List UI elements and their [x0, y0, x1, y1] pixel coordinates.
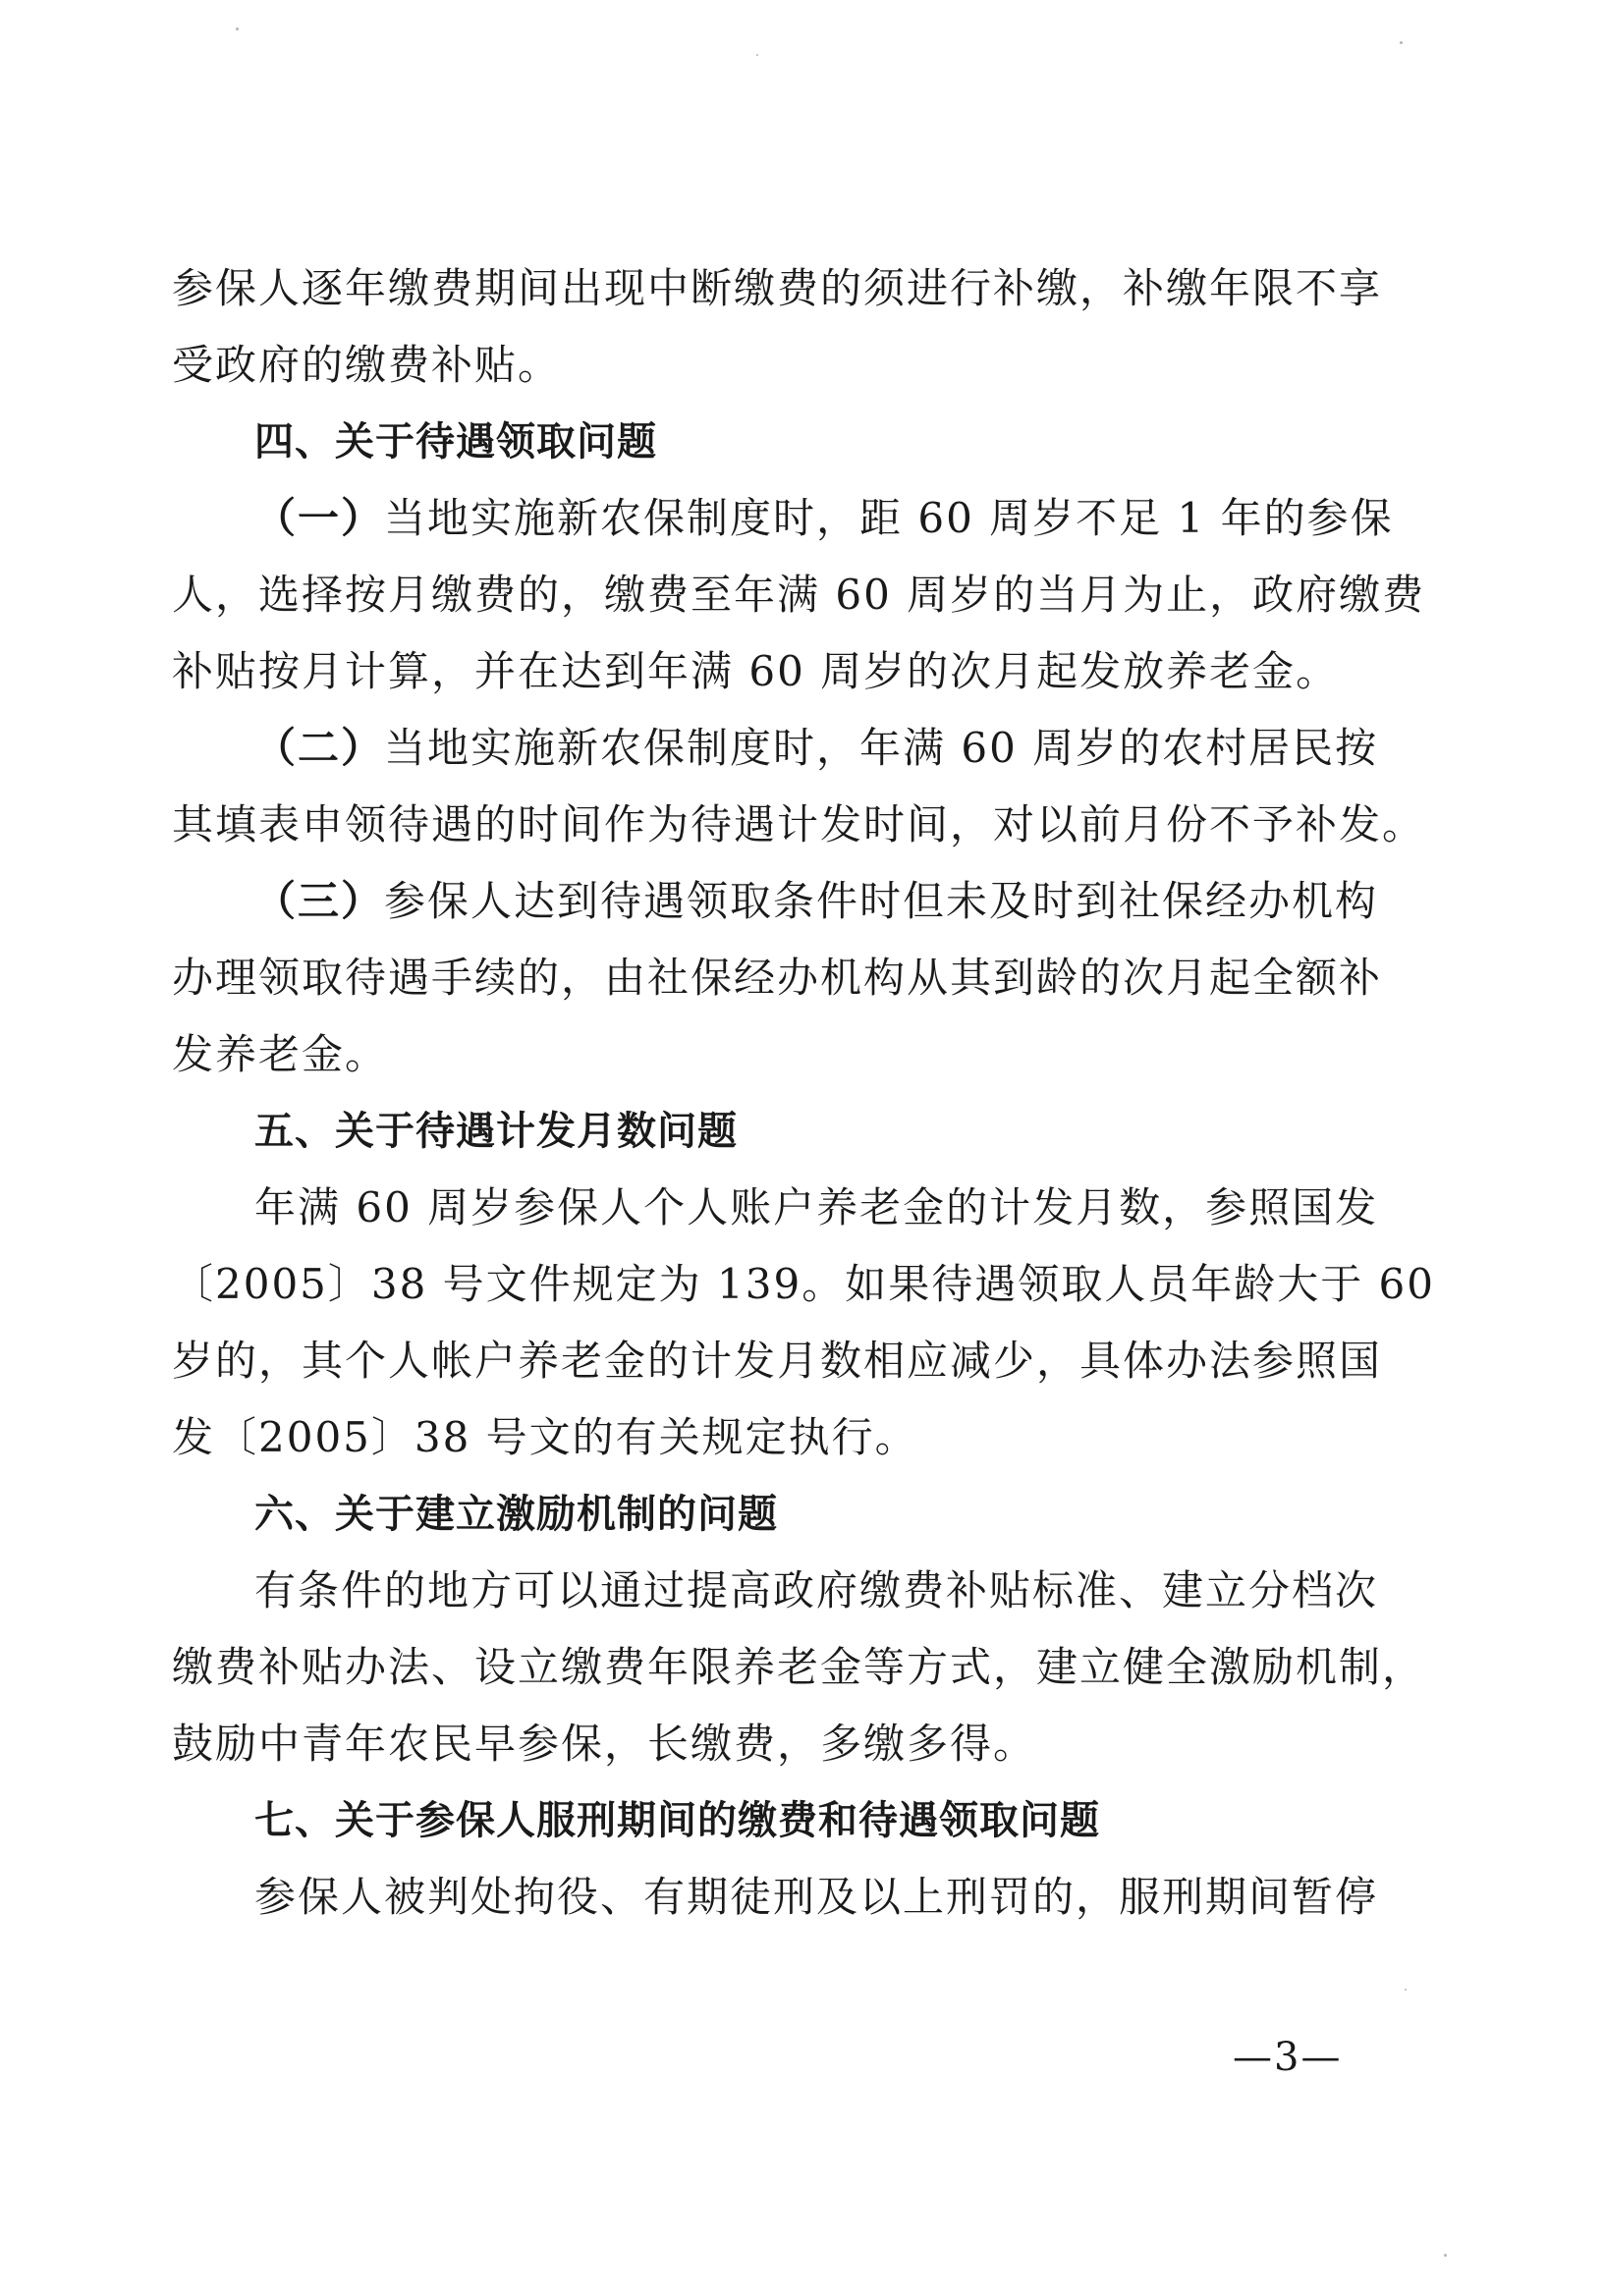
section-heading — [172, 404, 1351, 480]
scan-speck — [1405, 1989, 1407, 1991]
text-line — [172, 710, 1379, 787]
text-line — [172, 327, 1351, 404]
line-text: 有条件的地方可以通过提高政府缴费补贴标准、建立分档次 — [254, 1566, 1379, 1614]
line-text: 岁的，其个人帐户养老金的计发月数相应减少，具体办法参照国 — [172, 1337, 1383, 1385]
text-line — [172, 1016, 1351, 1093]
text-line — [172, 557, 1426, 633]
text-line — [172, 250, 1383, 327]
section-heading-text: 七、关于参保人服刑期间的缴费和待遇领取问题 — [254, 1798, 1100, 1843]
line-text: 当地实施新农保制度时，年满 60 周岁的农村居民按 — [384, 724, 1379, 772]
text-line — [172, 1629, 1426, 1706]
line-text: 年满 60 周岁参保人个人账户养老金的计发月数，参照国发 — [254, 1183, 1379, 1231]
section-heading-text: 五、关于待遇计发月数问题 — [254, 1109, 738, 1154]
text-line — [172, 940, 1383, 1016]
item-label: （二） — [254, 724, 385, 772]
line-text: 鼓励中青年农民早参保，长缴费，多缴多得。 — [172, 1720, 1037, 1768]
text-line — [172, 863, 1379, 940]
text-line — [172, 1323, 1383, 1399]
section-heading — [172, 1093, 1351, 1170]
text-line — [172, 1399, 1351, 1476]
line-text: 人，选择按月缴费的，缴费至年满 60 周岁的当月为止，政府缴费 — [172, 571, 1426, 619]
line-text: 参保人逐年缴费期间出现中断缴费的须进行补缴，补缴年限不享 — [172, 264, 1383, 312]
text-line — [172, 1553, 1379, 1629]
text-line — [172, 1706, 1351, 1782]
line-text: 参保人被判处拘役、有期徒刑及以上刑罚的，服刑期间暂停 — [254, 1873, 1379, 1921]
body-text — [172, 250, 1435, 1936]
section-heading-text: 六、关于建立激励机制的问题 — [254, 1492, 778, 1537]
line-text: 参保人达到待遇领取条件时但未及时到社保经办机构 — [384, 877, 1379, 925]
text-line — [172, 633, 1351, 710]
line-text: 缴费补贴办法、设立缴费年限养老金等方式，建立健全激励机制， — [172, 1643, 1426, 1691]
scan-speck — [236, 27, 239, 30]
line-text: 受政府的缴费补贴。 — [172, 341, 562, 389]
section-heading-text: 四、关于待遇领取问题 — [254, 419, 657, 465]
line-text: 其填表申领待遇的时间作为待遇计发时间，对以前月份不予补发。 — [172, 800, 1426, 848]
line-text: 发〔2005〕38 号文的有关规定执行。 — [172, 1413, 918, 1461]
text-line — [172, 480, 1394, 557]
scan-speck — [1444, 2254, 1447, 2257]
scan-speck — [756, 54, 758, 56]
section-heading — [172, 1476, 1351, 1553]
text-line — [172, 1859, 1379, 1936]
line-text: 补贴按月计算，并在达到年满 60 周岁的次月起发放养老金。 — [172, 647, 1340, 695]
line-text: 办理领取待遇手续的，由社保经办机构从其到龄的次月起全额补 — [172, 954, 1383, 1002]
text-line — [172, 1170, 1379, 1246]
text-line — [172, 1246, 1435, 1323]
text-line — [172, 787, 1426, 863]
page-number: —3— — [1233, 2035, 1343, 2080]
scan-speck — [1400, 41, 1403, 44]
item-label: （一） — [254, 494, 385, 542]
section-heading — [172, 1782, 1351, 1859]
line-text: 发养老金。 — [172, 1030, 389, 1078]
line-text: 当地实施新农保制度时，距 60 周岁不足 1 年的参保 — [384, 494, 1394, 542]
item-label: （三） — [254, 877, 385, 925]
line-text: 〔2005〕38 号文件规定为 139。如果待遇领取人员年龄大于 60 — [172, 1260, 1435, 1308]
